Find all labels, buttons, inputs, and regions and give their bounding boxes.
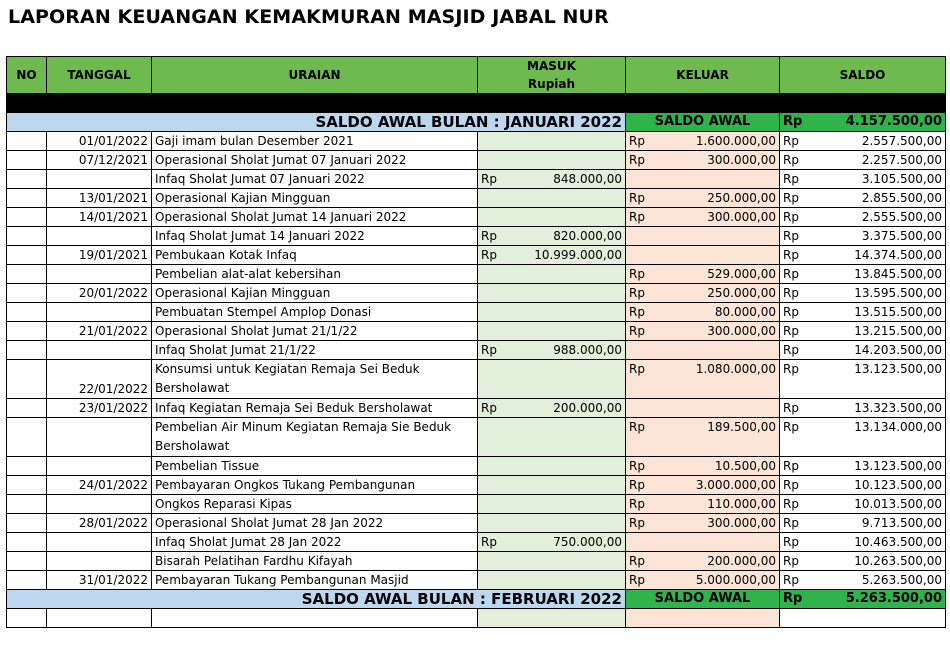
opening-balance-february	[7, 590, 946, 609]
no-cell	[7, 322, 47, 341]
keluar-cell	[626, 552, 780, 571]
saldo-cell	[780, 457, 946, 476]
no-cell	[7, 418, 47, 457]
keluar-cell	[626, 322, 780, 341]
saldo-amount: 14.374.500,00	[854, 248, 942, 262]
masuk-cell	[478, 341, 626, 360]
keluar-amount: 1.080.000,00	[695, 362, 776, 376]
keluar-cell	[626, 303, 780, 322]
saldo-amount: 13.515.500,00	[854, 305, 942, 319]
saldo-amount: 10.123.500,00	[854, 478, 942, 492]
no-cell	[7, 246, 47, 265]
keluar-amount: 3.000.000,00	[695, 478, 776, 492]
saldo-cell	[780, 533, 946, 552]
table-row	[7, 533, 946, 552]
saldo-cell	[780, 303, 946, 322]
keluar-amount: 300.000,00	[707, 210, 776, 224]
opening-february-label: SALDO AWAL BULAN : FEBRUARI 2022	[7, 590, 626, 609]
keluar-cell	[626, 571, 780, 590]
currency-label: Rp	[629, 497, 645, 511]
opening-february-amount: 5.263.500,00	[845, 591, 942, 606]
description-cell: Pembayaran Ongkos Tukang Pembangunan	[152, 476, 478, 495]
no-cell	[7, 284, 47, 303]
masuk-cell	[478, 246, 626, 265]
saldo-amount: 2.257.500,00	[861, 153, 942, 167]
saldo-amount: 13.134.000,00	[854, 420, 942, 434]
currency-label: Rp	[783, 210, 799, 224]
saldo-cell	[780, 341, 946, 360]
keluar-cell	[626, 265, 780, 284]
masuk-cell	[478, 132, 626, 151]
keluar-cell	[626, 341, 780, 360]
currency-label: Rp	[783, 153, 799, 167]
keluar-amount: 10.500,00	[714, 459, 776, 473]
keluar-cell	[626, 495, 780, 514]
currency-label: Rp	[629, 459, 645, 473]
saldo-awal-label-jan: SALDO AWAL	[626, 113, 780, 132]
date-cell: 22/01/2022	[47, 360, 152, 399]
currency-label: Rp	[783, 191, 799, 205]
saldo-amount: 3.375.500,00	[861, 229, 942, 243]
table-row	[7, 322, 946, 341]
currency-label: Rp	[629, 362, 645, 376]
currency-label: Rp	[629, 554, 645, 568]
saldo-amount: 13.845.500,00	[854, 267, 942, 281]
keluar-cell	[626, 476, 780, 495]
description-cell: Operasional Sholat Jumat 14 Januari 2022	[152, 208, 478, 227]
no-cell	[7, 514, 47, 533]
date-cell	[47, 341, 152, 360]
keluar-amount: 300.000,00	[707, 516, 776, 530]
date-cell	[47, 303, 152, 322]
masuk-cell	[478, 189, 626, 208]
keluar-amount: 250.000,00	[707, 191, 776, 205]
masuk-cell	[478, 284, 626, 303]
currency-label: Rp	[629, 210, 645, 224]
description-cell: Infaq Kegiatan Remaja Sei Beduk Bersholawat	[152, 399, 478, 418]
currency-label: Rp	[783, 591, 803, 606]
date-cell	[47, 609, 152, 628]
saldo-cell	[780, 132, 946, 151]
currency-label: Rp	[629, 267, 645, 281]
table-row	[7, 360, 946, 399]
currency-label: Rp	[629, 191, 645, 205]
currency-label: Rp	[629, 153, 645, 167]
date-cell	[47, 457, 152, 476]
masuk-cell	[478, 552, 626, 571]
keluar-cell	[626, 227, 780, 246]
no-cell	[7, 552, 47, 571]
saldo-cell	[780, 476, 946, 495]
description-cell: Pembukaan Kotak Infaq	[152, 246, 478, 265]
table-row	[7, 208, 946, 227]
saldo-cell	[780, 571, 946, 590]
saldo-amount: 10.013.500,00	[854, 497, 942, 511]
no-cell	[7, 495, 47, 514]
date-cell: 31/01/2022	[47, 571, 152, 590]
saldo-cell	[780, 418, 946, 457]
no-cell	[7, 609, 47, 628]
table-row	[7, 571, 946, 590]
currency-label: Rp	[783, 478, 799, 492]
currency-label: Rp	[783, 229, 799, 243]
date-cell: 01/01/2022	[47, 132, 152, 151]
description-cell: Bisarah Pelatihan Fardhu Kifayah	[152, 552, 478, 571]
saldo-amount: 10.263.500,00	[854, 554, 942, 568]
keluar-amount: 80.000,00	[714, 305, 776, 319]
table-row	[7, 303, 946, 322]
description-cell: Pembelian Air Minum Kegiatan Remaja Sie Beduk Bersholawat	[152, 418, 478, 457]
date-cell: 28/01/2022	[47, 514, 152, 533]
saldo-amount: 10.463.500,00	[854, 535, 942, 549]
saldo-cell	[780, 514, 946, 533]
description-cell: Operasional Kajian Mingguan	[152, 284, 478, 303]
masuk-cell	[478, 227, 626, 246]
table-row	[7, 341, 946, 360]
masuk-amount: 200.000,00	[553, 401, 622, 415]
masuk-cell	[478, 609, 626, 628]
masuk-amount: 848.000,00	[553, 172, 622, 186]
description-cell: Infaq Sholat Jumat 14 Januari 2022	[152, 227, 478, 246]
opening-january-amount: 4.157.500,00	[845, 114, 942, 129]
currency-label: Rp	[629, 420, 645, 434]
no-cell	[7, 399, 47, 418]
table-row-partial	[7, 609, 946, 628]
currency-label: Rp	[783, 114, 803, 129]
currency-label: Rp	[481, 401, 497, 415]
no-cell	[7, 265, 47, 284]
no-cell	[7, 132, 47, 151]
opening-january-label: SALDO AWAL BULAN : JANUARI 2022	[7, 113, 626, 132]
saldo-amount: 13.123.500,00	[854, 459, 942, 473]
saldo-amount: 2.855.500,00	[861, 191, 942, 205]
date-cell: 23/01/2022	[47, 399, 152, 418]
no-cell	[7, 457, 47, 476]
currency-label: Rp	[783, 497, 799, 511]
currency-label: Rp	[783, 305, 799, 319]
saldo-cell	[780, 227, 946, 246]
date-cell	[47, 418, 152, 457]
col-header-saldo: SALDO	[780, 57, 946, 94]
saldo-cell	[780, 360, 946, 399]
date-cell: 24/01/2022	[47, 476, 152, 495]
currency-label: Rp	[783, 134, 799, 148]
keluar-cell	[626, 360, 780, 399]
table-row	[7, 399, 946, 418]
currency-label: Rp	[481, 248, 497, 262]
no-cell	[7, 303, 47, 322]
date-cell	[47, 552, 152, 571]
currency-label: Rp	[783, 573, 799, 587]
description-cell: Pembelian Tissue	[152, 457, 478, 476]
description-cell: Gaji imam bulan Desember 2021	[152, 132, 478, 151]
keluar-cell	[626, 533, 780, 552]
description-cell: Pembelian alat-alat kebersihan	[152, 265, 478, 284]
description-cell: Operasional Kajian Mingguan	[152, 189, 478, 208]
description-cell: Infaq Sholat Jumat 07 Januari 2022	[152, 170, 478, 189]
saldo-cell	[780, 246, 946, 265]
currency-label: Rp	[783, 516, 799, 530]
date-cell	[47, 227, 152, 246]
keluar-amount: 300.000,00	[707, 324, 776, 338]
currency-label: Rp	[783, 362, 799, 376]
black-band	[7, 94, 946, 113]
date-cell: 14/01/2021	[47, 208, 152, 227]
currency-label: Rp	[481, 535, 497, 549]
masuk-amount: 820.000,00	[553, 229, 622, 243]
keluar-amount: 529.000,00	[707, 267, 776, 281]
date-cell	[47, 265, 152, 284]
description-cell: Ongkos Reparasi Kipas	[152, 495, 478, 514]
saldo-amount: 9.713.500,00	[861, 516, 942, 530]
masuk-cell	[478, 265, 626, 284]
report-title: LAPORAN KEUANGAN KEMAKMURAN MASJID JABAL NUR	[8, 6, 609, 28]
black-separator-row	[7, 94, 946, 113]
keluar-amount: 110.000,00	[707, 497, 776, 511]
col-header-no: NO	[7, 57, 47, 94]
no-cell	[7, 476, 47, 495]
opening-january-value	[780, 113, 946, 132]
masuk-cell	[478, 303, 626, 322]
masuk-cell	[478, 495, 626, 514]
currency-label: Rp	[629, 573, 645, 587]
saldo-amount: 5.263.500,00	[861, 573, 942, 587]
saldo-cell	[780, 609, 946, 628]
currency-label: Rp	[783, 286, 799, 300]
masuk-cell	[478, 322, 626, 341]
col-header-uraian: URAIAN	[152, 57, 478, 94]
keluar-cell	[626, 189, 780, 208]
saldo-cell	[780, 399, 946, 418]
date-cell: 07/12/2021	[47, 151, 152, 170]
currency-label: Rp	[629, 478, 645, 492]
keluar-amount: 200.000,00	[707, 554, 776, 568]
table-row	[7, 514, 946, 533]
masuk-cell	[478, 571, 626, 590]
saldo-amount: 13.123.500,00	[854, 362, 942, 376]
currency-label: Rp	[783, 401, 799, 415]
keluar-cell	[626, 418, 780, 457]
currency-label: Rp	[629, 324, 645, 338]
description-cell: Infaq Sholat Jumat 28 Jan 2022	[152, 533, 478, 552]
keluar-cell	[626, 399, 780, 418]
saldo-amount: 13.323.500,00	[854, 401, 942, 415]
currency-label: Rp	[481, 229, 497, 243]
masuk-cell	[478, 533, 626, 552]
table-row	[7, 552, 946, 571]
table-row	[7, 457, 946, 476]
no-cell	[7, 533, 47, 552]
table-row	[7, 227, 946, 246]
no-cell	[7, 341, 47, 360]
masuk-amount: 750.000,00	[553, 535, 622, 549]
table-row	[7, 476, 946, 495]
no-cell	[7, 170, 47, 189]
currency-label: Rp	[783, 535, 799, 549]
masuk-cell	[478, 208, 626, 227]
masuk-cell	[478, 418, 626, 457]
description-cell: Pembayaran Tukang Pembangunan Masjid	[152, 571, 478, 590]
table-row	[7, 170, 946, 189]
currency-label: Rp	[783, 459, 799, 473]
currency-label: Rp	[783, 554, 799, 568]
currency-label: Rp	[481, 343, 497, 357]
currency-label: Rp	[783, 172, 799, 186]
saldo-cell	[780, 495, 946, 514]
description-cell	[152, 609, 478, 628]
keluar-amount: 189.500,00	[707, 420, 776, 434]
description-cell: Operasional Sholat Jumat 28 Jan 2022	[152, 514, 478, 533]
saldo-amount: 13.595.500,00	[854, 286, 942, 300]
no-cell	[7, 208, 47, 227]
keluar-amount: 250.000,00	[707, 286, 776, 300]
masuk-cell	[478, 514, 626, 533]
saldo-cell	[780, 208, 946, 227]
description-cell: Operasional Sholat Jumat 07 Januari 2022	[152, 151, 478, 170]
saldo-amount: 2.555.500,00	[861, 210, 942, 224]
date-cell	[47, 170, 152, 189]
keluar-cell	[626, 170, 780, 189]
currency-label: Rp	[629, 516, 645, 530]
saldo-cell	[780, 284, 946, 303]
masuk-label: MASUK	[527, 59, 576, 73]
col-header-masuk	[478, 57, 626, 94]
opening-february-value	[780, 590, 946, 609]
opening-balance-january	[7, 113, 946, 132]
keluar-cell	[626, 208, 780, 227]
date-cell: 19/01/2021	[47, 246, 152, 265]
date-cell	[47, 495, 152, 514]
no-cell	[7, 151, 47, 170]
currency-label: Rp	[629, 134, 645, 148]
currency-label: Rp	[783, 248, 799, 262]
table-row	[7, 418, 946, 457]
header-row	[7, 57, 946, 94]
table-row	[7, 284, 946, 303]
date-cell: 20/01/2022	[47, 284, 152, 303]
description-cell: Pembuatan Stempel Amplop Donasi	[152, 303, 478, 322]
masuk-sublabel: Rupiah	[527, 77, 576, 91]
keluar-amount: 1.600.000,00	[695, 134, 776, 148]
keluar-cell	[626, 284, 780, 303]
table-row	[7, 246, 946, 265]
table-row	[7, 151, 946, 170]
masuk-cell	[478, 360, 626, 399]
saldo-cell	[780, 151, 946, 170]
date-cell: 13/01/2021	[47, 189, 152, 208]
masuk-cell	[478, 170, 626, 189]
saldo-cell	[780, 322, 946, 341]
masuk-cell	[478, 476, 626, 495]
masuk-cell	[478, 151, 626, 170]
keluar-cell	[626, 609, 780, 628]
description-cell: Konsumsi untuk Kegiatan Remaja Sei Beduk Bersholawat	[152, 360, 478, 399]
table-row	[7, 189, 946, 208]
masuk-amount: 10.999.000,00	[534, 248, 622, 262]
currency-label: Rp	[629, 305, 645, 319]
col-header-tanggal: TANGGAL	[47, 57, 152, 94]
saldo-awal-label-feb: SALDO AWAL	[626, 590, 780, 609]
no-cell	[7, 227, 47, 246]
saldo-cell	[780, 552, 946, 571]
description-cell: Operasional Sholat Jumat 21/1/22	[152, 322, 478, 341]
saldo-cell	[780, 189, 946, 208]
keluar-amount: 300.000,00	[707, 153, 776, 167]
currency-label: Rp	[481, 172, 497, 186]
saldo-amount: 14.203.500,00	[854, 343, 942, 357]
masuk-amount: 988.000,00	[553, 343, 622, 357]
keluar-cell	[626, 514, 780, 533]
masuk-cell	[478, 399, 626, 418]
currency-label: Rp	[783, 267, 799, 281]
saldo-cell	[780, 265, 946, 284]
masuk-cell	[478, 457, 626, 476]
table-row	[7, 132, 946, 151]
currency-label: Rp	[783, 343, 799, 357]
saldo-amount: 3.105.500,00	[861, 172, 942, 186]
saldo-cell	[780, 170, 946, 189]
currency-label: Rp	[783, 420, 799, 434]
currency-label: Rp	[629, 286, 645, 300]
table-row	[7, 495, 946, 514]
description-cell: Infaq Sholat Jumat 21/1/22	[152, 341, 478, 360]
keluar-cell	[626, 132, 780, 151]
col-header-keluar: KELUAR	[626, 57, 780, 94]
keluar-amount: 5.000.000,00	[695, 573, 776, 587]
keluar-cell	[626, 246, 780, 265]
no-cell	[7, 360, 47, 399]
date-cell	[47, 533, 152, 552]
date-cell: 21/01/2022	[47, 322, 152, 341]
no-cell	[7, 571, 47, 590]
currency-label: Rp	[783, 324, 799, 338]
ledger-table	[6, 56, 946, 628]
keluar-cell	[626, 151, 780, 170]
table-row	[7, 265, 946, 284]
saldo-amount: 13.215.500,00	[854, 324, 942, 338]
keluar-cell	[626, 457, 780, 476]
no-cell	[7, 189, 47, 208]
saldo-amount: 2.557.500,00	[861, 134, 942, 148]
